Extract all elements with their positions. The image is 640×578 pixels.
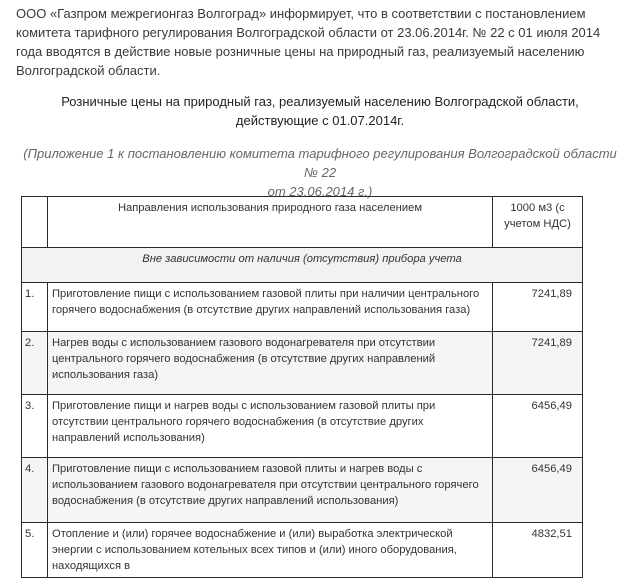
row-number: 2. [22,332,48,395]
table-row [22,523,583,578]
group-label: Вне зависимости от наличия (отсутствия) прибора учета [22,248,583,283]
header-price-cell: 1000 м3 (с учетом НДС) [493,197,583,248]
table-group-row [22,248,583,283]
table-row [22,458,583,523]
intro-line: Волгоградской области. [16,63,161,78]
row-price: 4832,51 [493,523,583,578]
page-title [20,92,620,130]
header-number-cell [22,197,48,248]
page-title-line: действующие с 01.07.2014г. [235,113,405,128]
row-number: 3. [22,395,48,458]
row-number: 4. [22,458,48,523]
header-direction-cell: Направления использования природного газа населением [48,197,493,248]
intro-line: ООО «Газпром межрегионгаз Волгоград» информирует, что в соответствии с постановлением [16,6,586,21]
row-price: 6456,49 [493,458,583,523]
row-number: 1. [22,283,48,332]
page-title-line: Розничные цены на природный газ, реализуемый населению Волгоградской области, [61,94,579,109]
page-subtitle [20,144,620,201]
row-description: Приготовление пищи с использованием газовой плиты при наличии центрального горячего водоснабжения (в отсутствие других направлений использования газа) [48,283,493,332]
row-price: 6456,49 [493,395,583,458]
table-row [22,395,583,458]
row-price: 7241,89 [493,283,583,332]
subtitle-line: (Приложение 1 к постановлению комитета тарифного регулирования Волгоградской области № 22 [23,146,617,180]
table-row [22,283,583,332]
intro-line: года вводятся в действие новые розничные цены на природный газ, реализуемый населению [16,44,585,59]
row-description: Отопление и (или) горячее водоснабжение и (или) выработка электрической энергии с использованием котельных всех типов и (или) иного оборудования, находящихся в [48,523,493,578]
row-description: Нагрев воды с использованием газового водонагревателя при отсутствии центрального горячего водоснабжения (в отсутствие других направлений использования газа) [48,332,493,395]
intro-paragraph [16,4,616,80]
row-price: 7241,89 [493,332,583,395]
row-description: Приготовление пищи и нагрев воды с использованием газовой плиты при отсутствии центрального горячего водоснабжения (в отсутствие других направлений использования) [48,395,493,458]
table-header-row [22,197,583,248]
price-table [21,196,583,578]
row-description: Приготовление пищи с использованием газовой плиты и нагрев воды с использованием газового водонагревателя при отсутствии центрального горячего водоснабжения (в отсутствие других направлений использования) [48,458,493,523]
subtitle-line: от 23.06.2014 г.) [267,184,373,199]
intro-line: комитета тарифного регулирования Волгоградской области от 23.06.2014г. № 22 с 01 июля 2014 [16,25,601,40]
row-number: 5. [22,523,48,578]
table-row [22,332,583,395]
